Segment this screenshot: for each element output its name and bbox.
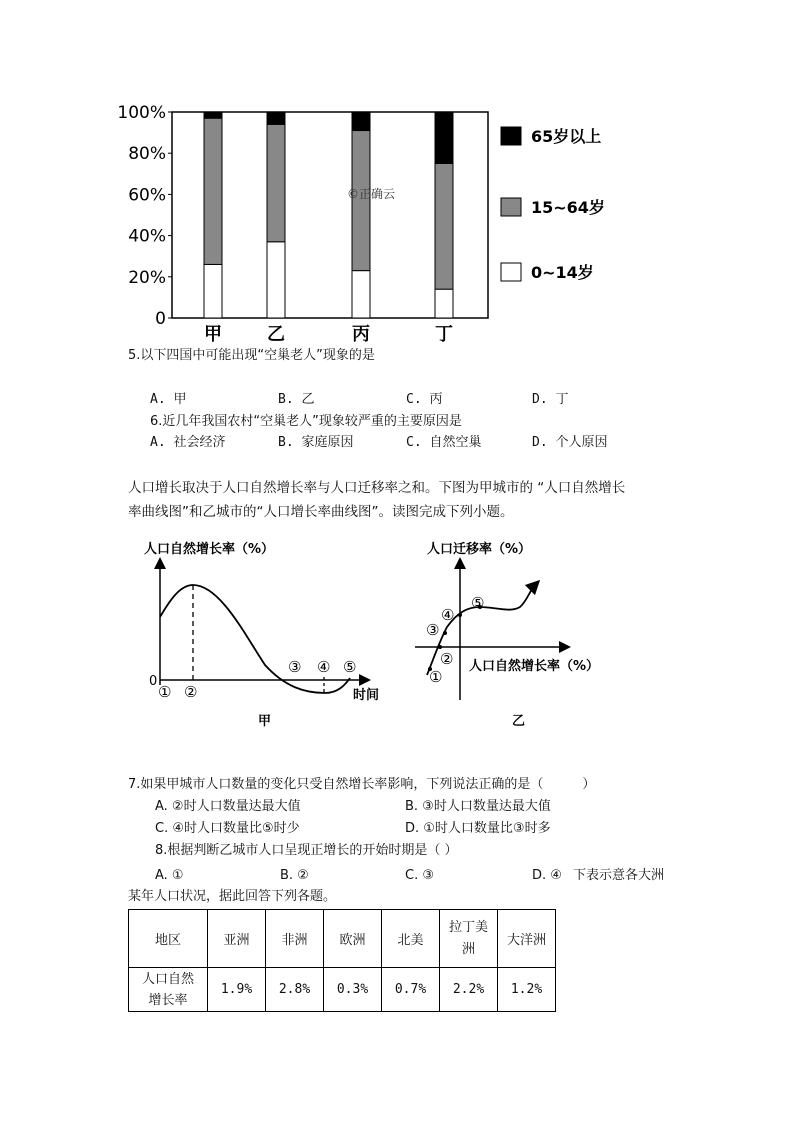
yi-x-axis-label: 人口自然增长率（%） (469, 659, 600, 674)
legend-label: 15~64岁 (531, 198, 605, 217)
q6-option-d: D. 个人原因 (532, 435, 608, 450)
table-header-cell: 亚洲 (208, 910, 266, 968)
legend-swatch (501, 198, 521, 216)
population-table (128, 909, 556, 1012)
q5-option-b: B. 乙 (278, 392, 315, 407)
jia-point-5: ⑤ (343, 658, 357, 676)
q6-option-a: A. 社会经济 (150, 435, 226, 450)
yi-marker-2 (438, 645, 442, 649)
jia-point-2: ② (184, 683, 198, 701)
q8-option-a: A. ① (155, 868, 184, 883)
jia-point-1: ① (158, 683, 172, 701)
bar-segment (204, 118, 222, 264)
x-tick-label: 乙 (267, 324, 285, 345)
question-5-stem: 5.以下四国中可能出现“空巢老人”现象的是 (128, 348, 375, 363)
q7-option-c: C. ④时人口数量比⑤时少 (155, 821, 300, 836)
legend-label: 0~14岁 (531, 263, 594, 282)
x-tick-label: 丁 (435, 324, 453, 345)
yi-marker-4 (458, 613, 462, 617)
intro-line-1: 人口增长取决于人口自然增长率与人口迁移率之和。下图为甲城市的 “人口自然增长 (128, 480, 626, 496)
table-cell: 0.7% (382, 968, 440, 1012)
bar-segment (267, 242, 285, 318)
y-tick-label: 80% (128, 144, 166, 165)
q8-option-b: B. ② (280, 868, 309, 883)
table-row (129, 968, 556, 1012)
q8-tail-text: 下表示意各大洲 (573, 868, 665, 883)
question-8-stem: 8.根据判断乙城市人口呈现正增长的开始时期是（ ） (155, 843, 458, 858)
q5-option-c: C. 丙 (406, 392, 443, 407)
table-row-label: 人口自然增长率 (129, 968, 208, 1012)
bar-segment (204, 264, 222, 318)
figure-jia-natural-growth-curve (140, 535, 400, 735)
x-tick-label: 丙 (352, 324, 370, 345)
table-header-cell: 大洋洲 (498, 910, 556, 968)
y-tick-label: 100% (117, 103, 166, 123)
table-cell: 1.2% (498, 968, 556, 1012)
y-tick-label: 20% (128, 267, 166, 288)
yi-marker-3 (443, 631, 447, 635)
bar-segment (435, 164, 453, 290)
y-tick-label: 60% (128, 185, 166, 206)
bar-segment (435, 112, 453, 164)
jia-y-axis-label: 人口自然增长率（%） (144, 542, 275, 557)
table-header-cell: 地区 (129, 910, 208, 968)
bar-segment (204, 112, 222, 118)
q6-option-c: C. 自然空巢 (406, 435, 482, 450)
yi-point-4: ④ (441, 606, 455, 624)
watermark: ©正确云 (347, 187, 396, 201)
figure-yi-population-growth-curve (405, 535, 645, 735)
q7-option-a: A. ②时人口数量达最大值 (155, 799, 301, 814)
yi-y-axis-label: 人口迁移率（%） (427, 542, 532, 557)
x-tick-label: 甲 (204, 324, 222, 345)
bar-segment (435, 289, 453, 318)
legend-label: 65岁以上 (531, 127, 602, 146)
q5-option-d: D. 丁 (532, 392, 569, 407)
table-intro: 某年人口状况，据此回答下列各题。 (128, 889, 337, 904)
table-header-cell: 非洲 (266, 910, 324, 968)
yi-point-1: ① (429, 668, 443, 686)
table-cell: 1.9% (208, 968, 266, 1012)
yi-point-5: ⑤ (471, 594, 485, 612)
bar-segment (352, 112, 370, 131)
table-cell: 0.3% (324, 968, 382, 1012)
y-tick-label: 40% (128, 226, 166, 247)
age-structure-chart (110, 95, 630, 345)
yi-caption: 乙 (512, 714, 526, 729)
table-header-row (129, 910, 556, 968)
y-tick-label: 0 (155, 309, 166, 329)
table-header-cell: 欧洲 (324, 910, 382, 968)
legend-swatch (501, 263, 521, 281)
table-cell: 2.2% (440, 968, 498, 1012)
q5-option-a: A. 甲 (150, 392, 187, 407)
jia-x-axis-label: 时间 (353, 688, 380, 703)
q7-option-b: B. ③时人口数量达最大值 (405, 799, 551, 814)
jia-caption: 甲 (258, 714, 272, 729)
bar-segment (352, 271, 370, 318)
q8-option-d: D. ④ (532, 868, 562, 883)
q6-option-b: B. 家庭原因 (278, 435, 354, 450)
table-header-cell: 北美 (382, 910, 440, 968)
legend-swatch (501, 127, 521, 145)
intro-line-2: 率曲线图”和乙城市的“人口增长率曲线图”。读图完成下列小题。 (128, 504, 514, 520)
jia-growth-curve (160, 585, 350, 693)
table-header-cell: 拉丁美洲 (440, 910, 498, 968)
bar-segment (267, 112, 285, 124)
q7-option-d: D. ①时人口数量比③时多 (405, 821, 551, 836)
yi-point-2: ② (440, 650, 454, 668)
question-6-stem: 6.近几年我国农村“空巢老人”现象较严重的主要原因是 (150, 414, 462, 429)
jia-origin-label: 0 (149, 674, 158, 689)
question-7-stem: 7.如果甲城市人口数量的变化只受自然增长率影响，下列说法正确的是（ ） (128, 777, 596, 792)
jia-point-4: ④ (317, 658, 331, 676)
q8-option-c: C. ③ (405, 868, 434, 883)
table-cell: 2.8% (266, 968, 324, 1012)
yi-point-3: ③ (426, 621, 440, 639)
bar-segment (267, 124, 285, 241)
jia-point-3: ③ (288, 658, 302, 676)
